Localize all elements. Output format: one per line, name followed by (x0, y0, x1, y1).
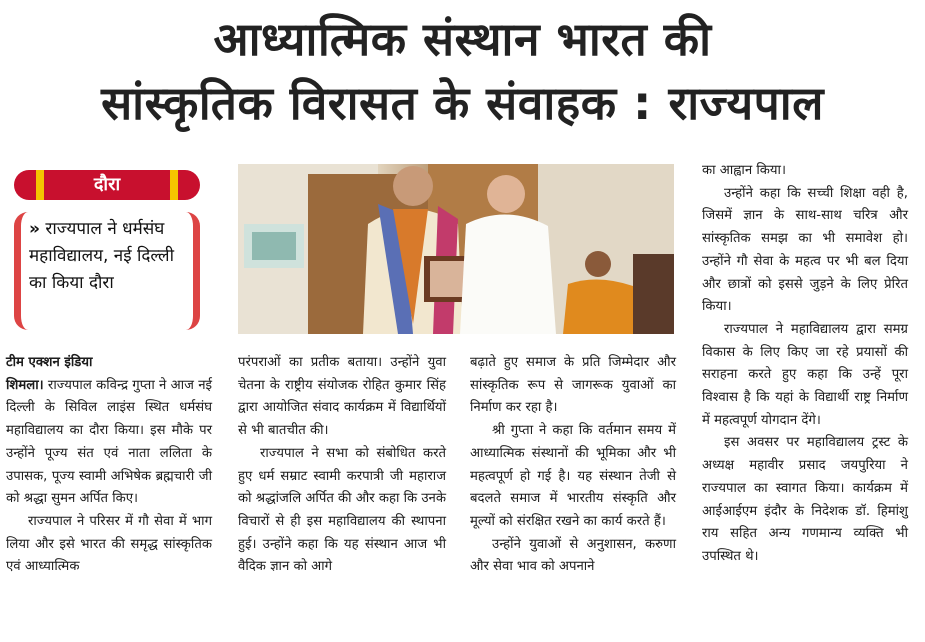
paragraph: राज्यपाल ने महाविद्यालय द्वारा समग्र विकास के लिए किए जा रहे प्रयासों की सराहना करते हुए कहा कि उन्हें पूरा विश्वास है कि यहां के विद्यार्थी राष्ट्र निर्माण में महत्वपूर्ण योगदान देंगे। (702, 321, 908, 428)
paragraph: उन्होंने युवाओं से अनुशासन, करुणा और सेवा भाव को अपनाने (470, 536, 676, 575)
subheadline (14, 212, 200, 330)
article-column-3 (470, 352, 676, 579)
paragraph: श्री गुप्ता ने कहा कि वर्तमान समय में आध्यात्मिक संस्थानों की भूमिका और भी महत्वपूर्ण हो गई है। यह संस्थान तेजी से बदलते समाज में भारतीय संस्कृति और मूल्यों को संरक्षित रखने का कार्य करते हैं। (470, 423, 676, 529)
headline-line-1: आध्यात्मिक संस्थान भारत की (213, 12, 712, 66)
paragraph: इस अवसर पर महाविद्यालय ट्रस्ट के अध्यक्ष महावीर प्रसाद जयपुरिया ने राज्यपाल का स्वागत किया। कार्यक्रम में आईआईएम इंदौर के निदेशक डॉ. हिमांशु राय सहित अन्य गणमान्य व्यक्ति भी उपस्थित थे। (702, 435, 908, 564)
paragraph: उन्होंने कहा कि सच्ची शिक्षा वही है, जिसमें ज्ञान के साथ-साथ चरित्र और सांस्कृतिक समझ का भी समावेश हो। उन्होंने गौ सेवा के महत्व पर भी बल दिया और छात्रों को इससे जुड़ने के लिए प्रेरित किया। (702, 185, 908, 315)
news-photo (238, 164, 674, 334)
headline-line-2: सांस्कृतिक विरासत के संवाहक : राज्यपाल (101, 76, 824, 130)
dateline: शिमला। (6, 377, 44, 393)
photo-illustration (238, 164, 674, 334)
article-column-1 (6, 352, 212, 579)
article-column-4 (702, 160, 908, 569)
paragraph: राज्यपाल ने सभा को संबोधित करते हुए धर्म सम्राट स्वामी करपात्री जी महाराज को श्रद्धांजलि अर्पित की और कहा कि उनके विचारों से ही इस महाविद्यालय की स्थापना हुई। उन्होंने कहा कि यह संस्थान आज भी वैदिक ज्ञान को आगे (238, 445, 447, 575)
paragraph: परंपराओं का प्रतीक बताया। उन्होंने युवा चेतना के राष्ट्रीय संयोजक रोहित कुमार सिंह द्वारा आयोजित संवाद कार्यक्रम में विद्यार्थियों से भी बातचीत की। (238, 355, 446, 439)
paragraph: राज्यपाल ने परिसर में गौ सेवा में भाग लिया और इसे भारत की समृद्ध सांस्कृतिक एवं आध्यात्मिक (6, 513, 212, 575)
paragraph: का आह्वान किया। (702, 163, 786, 178)
chevron-right-icon: » (29, 219, 40, 239)
paragraph-text: राज्यपाल कविन्द्र गुप्ता ने आज नई दिल्ली के सिविल लाइंस स्थित धर्मसंघ महाविद्यालय का दौरा किया। इस मौके पर उन्होंने पूज्य संत एवं नाता ललिता के उपासक, पूज्य स्वामी अभिषेक ब्रह्मचारी जी को श्रद्धा सुमन अर्पित किए। (6, 377, 212, 507)
section-tag (14, 170, 200, 200)
paragraph (6, 375, 212, 511)
article-column-2 (238, 352, 446, 579)
byline: टीम एक्शन इंडिया (6, 355, 93, 370)
subheadline-text: राज्यपाल ने धर्मसंघ महाविद्यालय, नई दिल्ली का किया दौरा (29, 219, 174, 293)
tag-label: दौरा (93, 174, 121, 195)
paragraph: बढ़ाते हुए समाज के प्रति जिम्मेदार और सांस्कृतिक रूप से जागरूक युवाओं का निर्माण कर रहा है। (470, 355, 676, 416)
